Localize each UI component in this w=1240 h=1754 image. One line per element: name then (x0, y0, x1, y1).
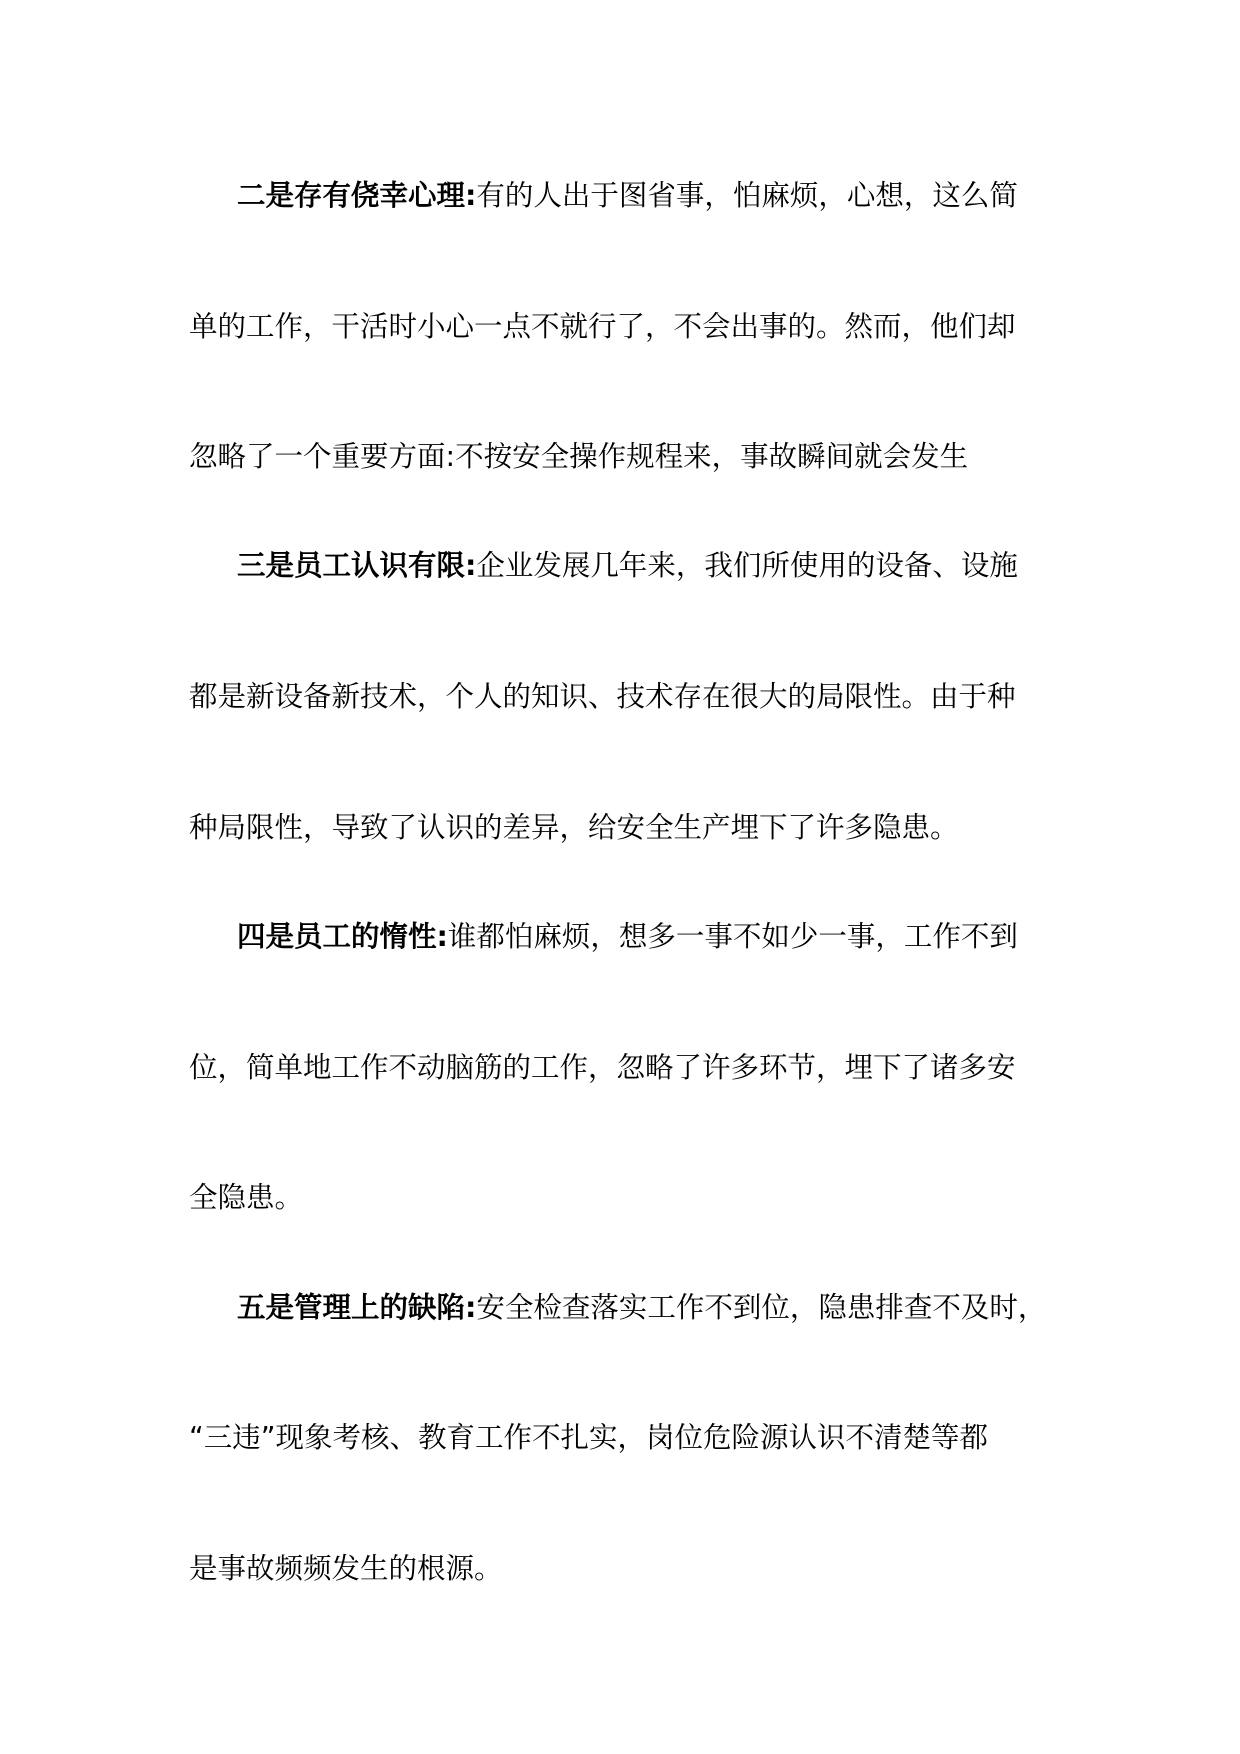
paragraph-2-line-3: 种局限性，导致了认识的差异，给安全生产埋下了许多隐患。 (189, 811, 959, 844)
paragraph-4-line-2: “三违”现象考核、教育工作不扎实，岗位危险源认识不清楚等都 (189, 1421, 989, 1454)
paragraph-3-line-1 (237, 917, 1018, 957)
paragraph-3-line-2: 位，简单地工作不动脑筋的工作，忽略了许多环节，埋下了诸多安 (189, 1051, 1016, 1084)
paragraph-4-heading: 五是管理上的缺陷: (237, 1291, 477, 1324)
paragraph-1-line-1 (237, 176, 1018, 216)
paragraph-2-heading: 三是员工认识有限: (237, 549, 477, 582)
paragraph-1-line-2: 单的工作，干活时小心一点不就行了，不会出事的。然而，他们却 (189, 310, 1016, 343)
paragraph-4-line-3: 是事故频频发生的根源。 (189, 1552, 503, 1585)
paragraph-2-text: 企业发展几年来，我们所使用的设备、设施 (476, 549, 1018, 582)
paragraph-1-line-3: 忽略了一个重要方面:不按安全操作规程来，事故瞬间就会发生 (189, 440, 969, 473)
paragraph-3-text: 谁都怕麻烦，想多一事不如少一事，工作不到 (447, 920, 1018, 953)
paragraph-3-line-3: 全隐患。 (189, 1181, 304, 1214)
paragraph-3-heading: 四是员工的惰性: (237, 920, 448, 953)
paragraph-2-line-2: 都是新设备新技术，个人的知识、技术存在很大的局限性。由于种 (189, 680, 1016, 713)
paragraph-4-line-1 (237, 1288, 1046, 1328)
paragraph-2-line-1 (237, 546, 1018, 586)
paragraph-1-text: 有的人出于图省事，怕麻烦，心想，这么简 (476, 179, 1018, 212)
paragraph-1-heading: 二是存有侥幸心理: (237, 179, 477, 212)
paragraph-4-text: 安全检查落实工作不到位，隐患排查不及时， (476, 1291, 1047, 1324)
